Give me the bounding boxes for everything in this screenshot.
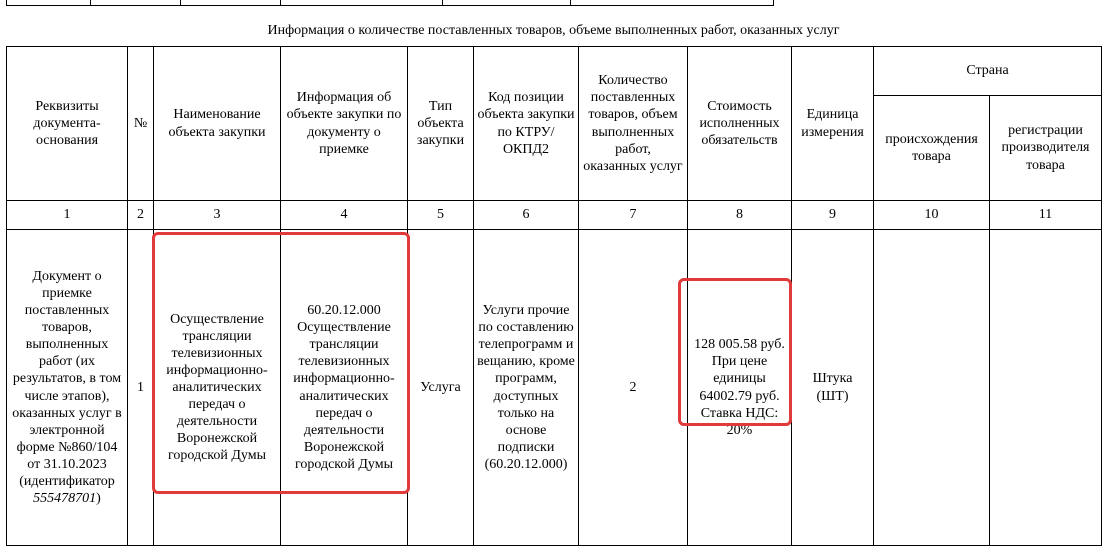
object-type-cell: Услуга xyxy=(408,230,474,546)
country-origin-cell xyxy=(874,230,990,546)
header-object-info: Информация об объекте закупки по документу о приемке xyxy=(281,47,408,201)
doc-basis-cell xyxy=(7,230,128,546)
vat-rate: Ставка НДС: 20% xyxy=(700,405,779,438)
column-number: 3 xyxy=(154,201,281,230)
column-number: 8 xyxy=(688,201,792,230)
table-caption: Информация о количестве поставленных товаров, объеме выполненных работ, оказанных услуг xyxy=(267,23,840,38)
unit-cell: Штука (ШТ) xyxy=(792,230,874,546)
object-code: 60.20.12.000 xyxy=(307,303,381,319)
quantity-cell: 2 xyxy=(579,230,688,546)
header-quantity: Количество поставленных товаров, объем выполненных работ, оказанных услуг xyxy=(579,47,688,201)
ktru-code: (60.20.12.000) xyxy=(484,456,568,472)
column-number: 9 xyxy=(792,201,874,230)
object-name-cell: Осуществление трансляции телевизионных информационно-аналитических передач о деятельности Воронежской городской Думы xyxy=(154,230,281,546)
column-number: 6 xyxy=(474,201,579,230)
column-number: 10 xyxy=(874,201,990,230)
column-number: 2 xyxy=(128,201,154,230)
header-unit: Единица измерения xyxy=(792,47,874,201)
cost-cell xyxy=(688,230,792,546)
doc-identifier: 555478701 xyxy=(33,490,97,506)
header-index: № xyxy=(128,47,154,201)
header-object-name: Наименование объекта закупки xyxy=(154,47,281,201)
object-info-cell xyxy=(281,230,408,546)
cost-total: 128 005.58 руб. xyxy=(694,337,785,353)
column-numbers-row xyxy=(7,201,1102,230)
header-cost: Стоимость исполненных обязательств xyxy=(688,47,792,201)
header-ktru-code: Код позиции объекта закупки по КТРУ/ ОКПД2 xyxy=(474,47,579,201)
header-object-type: Тип объекта закупки xyxy=(408,47,474,201)
row-index: 1 xyxy=(128,230,154,546)
country-registration-cell xyxy=(990,230,1102,546)
header-country: Страна xyxy=(874,47,1102,96)
column-number: 4 xyxy=(281,201,408,230)
doc-identifier-close: ) xyxy=(96,490,101,506)
header-country-origin: происхождения товара xyxy=(874,96,990,201)
ktru-cell xyxy=(474,230,579,546)
column-number: 11 xyxy=(990,201,1102,230)
column-number: 7 xyxy=(579,201,688,230)
delivery-info-table xyxy=(6,46,1102,546)
table-row xyxy=(7,230,1102,546)
column-number: 5 xyxy=(408,201,474,230)
object-info-text: Осуществление трансляции телевизионных информационно-аналитических передач о деятельности Воронежской городской Думы xyxy=(293,320,395,472)
header-country-registration: регистрации производителя товара xyxy=(990,96,1102,201)
column-number: 1 xyxy=(7,201,128,230)
header-doc-basis: Реквизиты документа-основания xyxy=(7,47,128,201)
previous-table-remnant xyxy=(6,0,774,6)
doc-basis-text: Документ о приемке поставленных товаров, выполненных работ (их результатов, в том числе этапов), оказанных услуг в электронной форме №860/104 от 31.10.2023 (идентификатор xyxy=(12,268,122,489)
ktru-description: Услуги прочие по составлению телепрограмм и вещанию, кроме программ, доступных только на основе подписки xyxy=(477,303,575,455)
cost-unit-price: При цене единицы 64002.79 руб. xyxy=(699,354,780,404)
